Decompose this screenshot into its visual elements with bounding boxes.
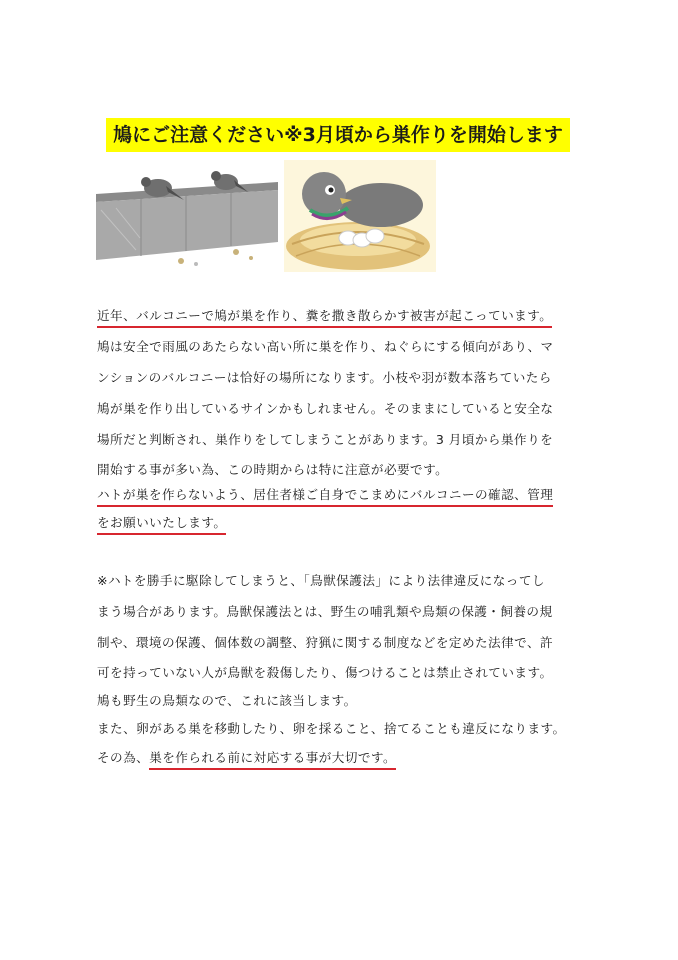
line-prefix: その為、 xyxy=(97,750,150,765)
body-line xyxy=(97,749,396,767)
body-line: 鳩も野生の鳥類なので、これに該当します。 xyxy=(97,693,357,708)
body-line: 鳩が巣を作り出しているサインかもしれません。そのままにしていると安全な xyxy=(97,401,554,416)
body-line xyxy=(97,514,226,532)
pigeon-nest-eggs-icon xyxy=(284,160,436,272)
body-line: また、卵がある巣を移動したり、卵を採ること、捨てることも違反になります。 xyxy=(97,721,566,736)
underlined-text: 近年、バルコニーで鳩が巣を作り、糞を撒き散らかす被害が起こっています。 xyxy=(97,308,552,328)
pigeon-on-railing-icon xyxy=(96,160,278,272)
pigeon-illustration xyxy=(96,160,436,272)
page-title: 鳩にご注意ください※3月頃から巣作りを開始します xyxy=(106,118,570,152)
underlined-text: をお願いいたします。 xyxy=(97,515,226,535)
underlined-text: 巣を作られる前に対応する事が大切です。 xyxy=(149,750,396,770)
underlined-text: ハトが巣を作らないよう、居住者様ご自身でこまめにバルコニーの確認、管理 xyxy=(97,487,553,507)
body-line: ※ハトを勝手に駆除してしまうと、「鳥獣保護法」により法律違反になってし xyxy=(97,573,545,588)
body-line: 場所だと判断され、巣作りをしてしまうことがあります。3 月頃から巣作りを xyxy=(97,432,554,447)
body-line: 制や、環境の保護、個体数の調整、狩猟に関する制度などを定めた法律で、許 xyxy=(97,635,554,650)
body-line xyxy=(97,307,552,325)
body-line: まう場合があります。鳥獣保護法とは、野生の哺乳類や鳥類の保護・飼養の規 xyxy=(97,604,553,619)
body-line: ンションのバルコニーは恰好の場所になります。小枝や羽が数本落ちていたら xyxy=(97,370,552,385)
body-line: 開始する事が多い為、この時期からは特に注意が必要です。 xyxy=(97,462,449,477)
body-line: 可を持っていない人が鳥獣を殺傷したり、傷つけることは禁止されています。 xyxy=(97,665,553,680)
body-line xyxy=(97,486,553,504)
body-line: 鳩は安全で雨風のあたらない高い所に巣を作り、ねぐらにする傾向があり、マ xyxy=(97,339,554,354)
